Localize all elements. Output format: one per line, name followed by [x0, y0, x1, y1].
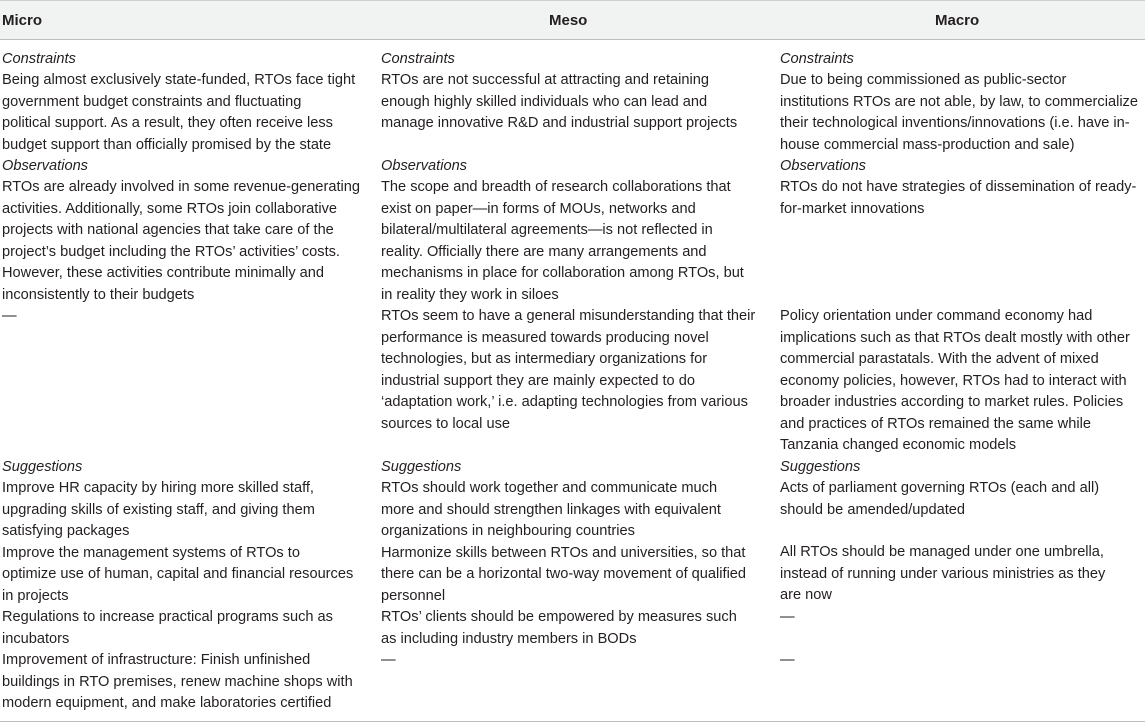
meso-constraints-text-line: RTOs are not successful at attracting and retaining: [381, 72, 709, 88]
micro-suggestions-text-line: Regulations to increase practical programs such as: [2, 609, 333, 625]
meso-suggestions-text: [381, 478, 746, 672]
macro-suggestions-text-line: Acts of parliament governing RTOs (each and all): [780, 480, 1100, 496]
macro-observations-text-2-line: Tanzania changed economic models: [780, 437, 1017, 453]
macro-suggestions-text-2-line: —: [780, 608, 795, 625]
macro-observations-label: Observations: [780, 158, 866, 174]
micro-constraints-text-line: government budget constraints and fluctuating: [2, 93, 302, 110]
table-header-row: [0, 0, 1145, 40]
micro-suggestions-label: Suggestions: [2, 459, 83, 475]
header-meso: Meso: [549, 12, 588, 29]
macro-observations-text-2-line: broader industries according to market rules. Policies: [780, 394, 1124, 410]
micro-observations-text-line: projects with national agencies that take care of the: [2, 222, 334, 238]
micro-constraints-text: [2, 70, 355, 156]
micro-observations-dash: —: [2, 308, 17, 324]
meso-observations-text-line: sources to local use: [381, 415, 510, 432]
macro-observations-text-2-line: commercial parastatals. With the advent of mixed: [780, 351, 1099, 367]
meso-suggestions-text-line: RTOs’ clients should be empowered by measures such: [381, 609, 737, 625]
macro-observations-text-2-line: and practices of RTOs remained the same while: [780, 415, 1091, 432]
meso-observations-text-line: industrial support they are mainly expected to do: [381, 372, 695, 389]
meso-observations-text-line: reality. Officially there are many arrangements and: [381, 243, 707, 260]
micro-suggestions-text-line: Improvement of infrastructure: Finish unfinished: [2, 652, 311, 668]
micro-observations-label: Observations: [2, 158, 88, 174]
micro-observations-text-line: activities. Additionally, some RTOs join collaborative: [2, 200, 337, 217]
macro-suggestions-text-2: [780, 542, 1105, 628]
macro-observations-text-2-line: implications such as that RTOs dealt mostly with other: [780, 329, 1130, 346]
meso-observations-text-line: RTOs seem to have a general misunderstanding that their: [381, 308, 756, 324]
meso-suggestions-text-line: personnel: [381, 587, 446, 604]
macro-suggestions-text-2-line: are now: [780, 587, 832, 603]
macro-constraints-text-line: house commercial mass-production and sale): [780, 136, 1075, 153]
micro-suggestions-text-line: optimize use of human, capital and financial resources: [2, 566, 354, 582]
macro-constraints-text-line: Due to being commissioned as public-sector: [780, 72, 1067, 88]
macro-observations-text-2: [780, 306, 1130, 457]
meso-suggestions-text-line: Harmonize skills between RTOs and universities, so that: [381, 544, 746, 561]
macro-suggestions-text: [780, 478, 1099, 521]
meso-observations-text-line: bilateral/multilateral agreements—is not reflected in: [381, 222, 713, 238]
micro-constraints-text-line: Being almost exclusively state-funded, RTOs face tight: [2, 72, 356, 88]
meso-suggestions-text-line: —: [381, 652, 396, 668]
macro-suggestions-text-2-line: All RTOs should be managed under one umbrella,: [780, 544, 1104, 560]
micro-constraints-label: Constraints: [2, 51, 76, 67]
meso-constraints-text-line: manage innovative R&D and industrial support projects: [381, 115, 738, 131]
macro-observations-text-2-line: economy policies, however, RTOs had to interact with: [780, 372, 1127, 389]
meso-observations-text-line: in reality they work in siloes: [381, 286, 559, 303]
header-micro: Micro: [2, 12, 43, 29]
meso-observations-text-line: mechanisms in place for collaboration among RTOs, but: [381, 265, 744, 281]
micro-observations-text: [2, 177, 360, 306]
meso-observations-text-line: technologies, but as intermediary organizations for: [381, 351, 708, 367]
micro-suggestions-text-line: incubators: [2, 630, 70, 647]
micro-observations-text-line: However, these activities contribute minimally and: [2, 265, 325, 281]
meso-suggestions-text-line: there can be a horizontal two-way movement of qualified: [381, 566, 747, 582]
meso-constraints-label: Constraints: [381, 51, 455, 67]
meso-suggestions-text-line: more and should strengthen linkages with equivalent: [381, 501, 721, 518]
macro-observations-text: [780, 177, 1136, 220]
header-macro: Macro: [935, 12, 980, 29]
macro-suggestions-text-line: should be amended/updated: [780, 501, 966, 518]
meso-constraints-text: [381, 70, 737, 135]
micro-observations-text-line: RTOs are already involved in some revenue-generating: [2, 179, 361, 195]
micro-observations-text-line: project’s budget including the RTOs’ activities’ costs.: [2, 243, 340, 260]
macro-observations-text-2-line: Policy orientation under command economy had: [780, 308, 1093, 324]
meso-suggestions-text-line: organizations in neighbouring countries: [381, 523, 635, 539]
macro-constraints-label: Constraints: [780, 51, 854, 67]
macro-observations-text-line: RTOs do not have strategies of dissemination of ready-: [780, 179, 1137, 195]
macro-suggestions-label: Suggestions: [780, 459, 861, 475]
macro-suggestions-text-2-line: instead of running under various ministries as they: [780, 565, 1106, 582]
meso-suggestions-text-line: RTOs should work together and communicate much: [381, 480, 718, 496]
meso-observations-text-line: ‘adaptation work,’ i.e. adapting technologies from various: [381, 394, 748, 410]
macro-suggestions-dash: —: [780, 652, 795, 668]
micro-suggestions-text-line: upgrading skills of existing staff, and giving them: [2, 501, 315, 518]
micro-constraints-text-line: budget support than officially promised by the state: [2, 136, 332, 153]
table-bottom-rule: [0, 721, 1145, 722]
meso-observations-label: Observations: [381, 158, 467, 174]
micro-suggestions-text: [2, 478, 353, 715]
meso-observations-text: [381, 177, 755, 435]
meso-constraints-text-line: enough highly skilled individuals who can lead and: [381, 93, 708, 110]
micro-suggestions-text-line: Improve HR capacity by hiring more skilled staff,: [2, 480, 314, 496]
micro-suggestions-text-line: Improve the management systems of RTOs to: [2, 544, 300, 561]
meso-observations-text-line: The scope and breadth of research collaborations that: [381, 179, 731, 195]
micro-suggestions-text-line: buildings in RTO premises, renew machine shops with: [2, 673, 353, 690]
micro-constraints-text-line: political support. As a result, they often receive less: [2, 115, 333, 131]
micro-suggestions-text-line: in projects: [2, 587, 69, 604]
meso-observations-text-line: performance is measured towards producing novel: [381, 329, 709, 346]
macro-constraints-text-line: their technological inventions/innovations (i.e. have in-: [780, 115, 1130, 131]
micro-suggestions-text-line: satisfying packages: [2, 523, 130, 539]
micro-suggestions-text-line: modern equipment, and make laboratories certified: [2, 695, 332, 711]
meso-observations-text-line: exist on paper—in forms of MOUs, networks and: [381, 200, 696, 217]
macro-observations-text-line: for-market innovations: [780, 200, 925, 217]
meso-suggestions-label: Suggestions: [381, 459, 462, 475]
micro-observations-text-line: inconsistently to their budgets: [2, 286, 195, 303]
macro-constraints-text-line: institutions RTOs are not able, by law, to commercialize: [780, 93, 1138, 110]
macro-constraints-text: [780, 70, 1138, 156]
meso-suggestions-text-line: as including industry members in BODs: [381, 630, 637, 647]
